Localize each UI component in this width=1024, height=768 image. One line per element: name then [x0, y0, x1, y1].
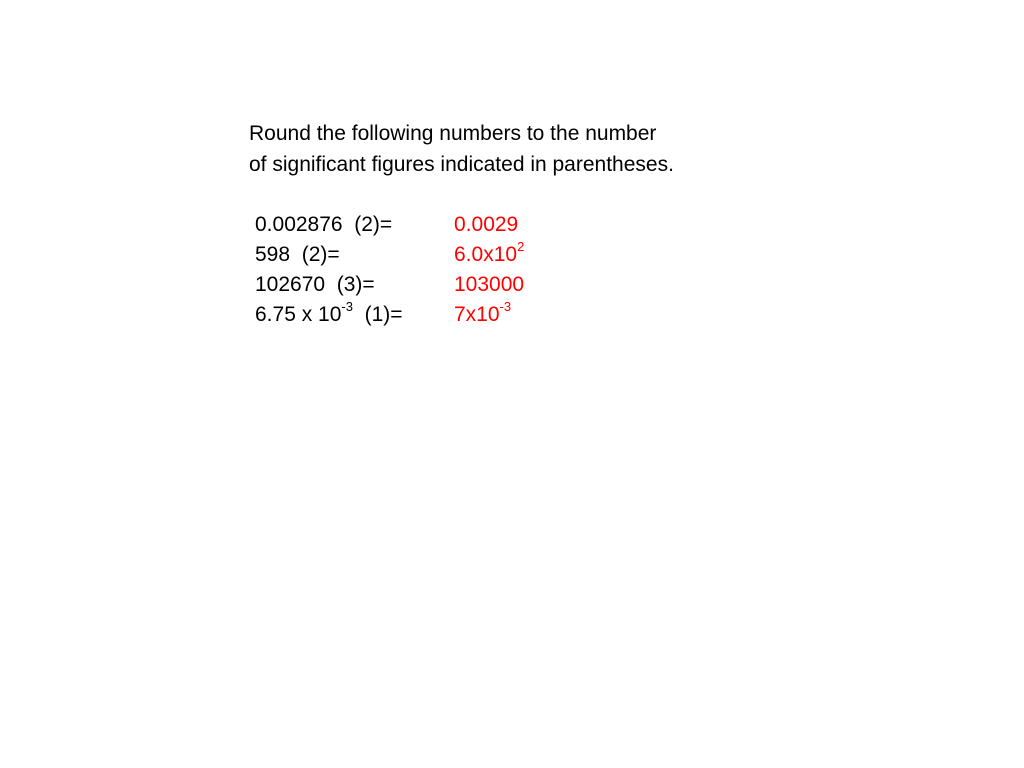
answer-base: 7x10 — [454, 303, 500, 326]
problem-question: 102670 (3)= — [255, 273, 375, 296]
problem-answer — [454, 300, 511, 330]
problem-row — [255, 240, 675, 270]
problem-list — [255, 210, 675, 330]
question-exponent: -3 — [341, 299, 353, 314]
problem-question — [255, 300, 403, 330]
problem-answer — [454, 270, 524, 300]
problem-row — [255, 300, 675, 330]
answer-base: 6.0x10 — [454, 243, 518, 266]
instructions-line-2: of significant figures indicated in parentheses. — [249, 153, 674, 176]
problem-question: 598 (2)= — [255, 243, 340, 266]
problem-row — [255, 210, 675, 240]
answer-exponent: 2 — [517, 239, 525, 254]
answer-exponent: -3 — [499, 299, 512, 314]
question-tail: (1)= — [352, 303, 403, 326]
answer-base: 103000 — [454, 273, 525, 296]
problem-question: 0.002876 (2)= — [255, 213, 393, 236]
problem-answer — [454, 210, 518, 240]
answer-base: 0.0029 — [454, 213, 519, 236]
instructions-line-1: Round the following numbers to the number — [249, 122, 657, 145]
instructions-text — [249, 118, 769, 180]
problem-row — [255, 270, 675, 300]
problem-answer — [454, 240, 524, 270]
question-base: 6.75 x 10 — [255, 303, 342, 326]
